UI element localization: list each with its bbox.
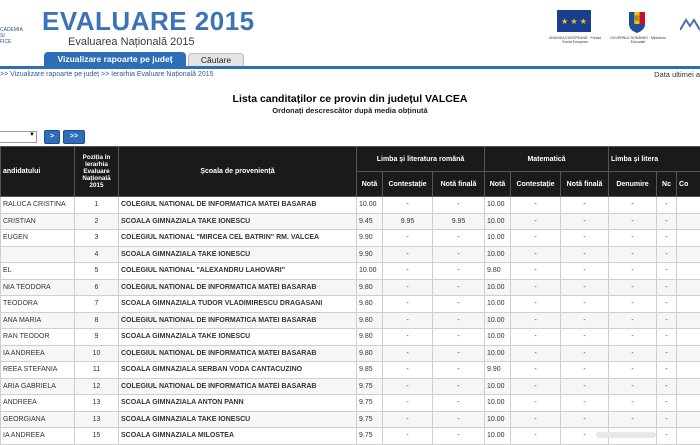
ranking-position: 1 — [75, 197, 119, 214]
candidate-name: GEORGIANA — [1, 411, 75, 428]
academy-logo-text: CADEMIA SI FICE — [0, 27, 23, 45]
page-subtitle: Ordonați descrescător după media obținută — [0, 106, 700, 115]
lm-appeal — [677, 345, 700, 362]
school-name[interactable]: COLEGIUL NATIONAL DE INFORMATICA MATEI BASARAB — [119, 279, 357, 296]
lm-grade: - — [657, 378, 677, 395]
breadcrumb[interactable]: >> Vizualizare rapoarte pe județ >> Ierarhia Evaluare Națională 2015 — [0, 71, 214, 78]
ranking-position: 2 — [75, 213, 119, 230]
horizontal-scrollbar[interactable] — [596, 432, 656, 438]
lm-grade: - — [657, 279, 677, 296]
candidate-name: ANA MARIA — [1, 312, 75, 329]
table-row — [1, 279, 700, 296]
eu-flag-icon: ★ ★ ★ — [557, 10, 591, 32]
lm-grade: - — [657, 362, 677, 379]
lm-appeal — [677, 312, 700, 329]
math-grade: 10.00 — [485, 329, 511, 346]
ro-appeal: - — [383, 345, 433, 362]
ranking-position: 6 — [75, 279, 119, 296]
candidate-name: EL — [1, 263, 75, 280]
math-appeal: - — [511, 312, 561, 329]
ranking-position: 13 — [75, 395, 119, 412]
lm-grade: - — [657, 296, 677, 313]
lm-name: - — [609, 378, 657, 395]
ro-grade: 9.45 — [357, 213, 383, 230]
ranking-position: 8 — [75, 312, 119, 329]
school-name[interactable]: COLEGIUL NATIONAL DE INFORMATICA MATEI BASARAB — [119, 378, 357, 395]
school-name[interactable]: SCOALA GIMNAZIALA TUDOR VLADIMIRESCU DRAGASANI — [119, 296, 357, 313]
ro-final-grade: - — [433, 312, 485, 329]
main-tabs — [0, 52, 700, 66]
ranking-position: 15 — [75, 428, 119, 445]
lm-appeal — [677, 428, 700, 445]
math-appeal: - — [511, 230, 561, 247]
ro-grade: 9.90 — [357, 230, 383, 247]
lm-grade: - — [657, 263, 677, 280]
lm-name: - — [609, 362, 657, 379]
site-subtitle: Evaluarea Națională 2015 — [68, 36, 195, 48]
candidate-name: IA ANDREEA — [1, 428, 75, 445]
last-page-button[interactable]: >> — [63, 130, 85, 144]
ro-grade: 9.80 — [357, 279, 383, 296]
candidate-name: TEODORA — [1, 296, 75, 313]
ro-final-grade: - — [433, 246, 485, 263]
ro-final-grade: - — [433, 263, 485, 280]
col-header-name: andidatului — [1, 147, 75, 197]
math-appeal: - — [511, 197, 561, 214]
col-header-ro-nota-finala: Notă finală — [433, 172, 485, 197]
col-header-ro-nota: Notă — [357, 172, 383, 197]
math-final-grade: - — [561, 329, 609, 346]
math-appeal: - — [511, 279, 561, 296]
ro-final-grade: - — [433, 378, 485, 395]
lm-appeal — [677, 378, 700, 395]
ro-appeal: - — [383, 312, 433, 329]
ro-grade: 9.75 — [357, 395, 383, 412]
page-title: Lista canditaților ce provin din județul VALCEA — [0, 93, 700, 105]
math-final-grade: - — [561, 378, 609, 395]
lm-name: - — [609, 345, 657, 362]
col-header-m-contestatie: Contestație — [511, 172, 561, 197]
col-group-math: Matematică — [485, 147, 609, 172]
ranking-position: 5 — [75, 263, 119, 280]
lm-name: - — [609, 411, 657, 428]
ro-final-grade: - — [433, 345, 485, 362]
lm-name: - — [609, 230, 657, 247]
lm-name: - — [609, 279, 657, 296]
math-final-grade: - — [561, 230, 609, 247]
lm-name: - — [609, 197, 657, 214]
tab-search[interactable]: Căutare — [188, 53, 244, 67]
candidate-name: ANDREEA — [1, 395, 75, 412]
table-row — [1, 312, 700, 329]
ro-appeal: - — [383, 246, 433, 263]
col-header-m-nota-finala: Notă finală — [561, 172, 609, 197]
math-grade: 10.00 — [485, 197, 511, 214]
table-row — [1, 197, 700, 214]
math-grade: 10.00 — [485, 312, 511, 329]
eu-logo-label: UNIUNEA EUROPEANĂ · Fondul Social European — [545, 36, 605, 44]
table-row — [1, 230, 700, 247]
ro-appeal: - — [383, 263, 433, 280]
candidate-name: ARIA GABRIELA — [1, 378, 75, 395]
page-header — [0, 0, 700, 52]
ro-grade: 10.00 — [357, 263, 383, 280]
candidate-name — [1, 246, 75, 263]
ro-final-grade: - — [433, 197, 485, 214]
ro-final-grade: - — [433, 329, 485, 346]
math-final-grade: - — [561, 428, 609, 445]
chevron-down-icon: ▼ — [29, 132, 35, 138]
lm-grade: - — [657, 230, 677, 247]
ro-final-grade: - — [433, 279, 485, 296]
table-row — [1, 378, 700, 395]
ro-grade: 9.80 — [357, 296, 383, 313]
lm-grade: - — [657, 213, 677, 230]
col-group-romanian: Limba și literatura română — [357, 147, 485, 172]
ro-grade: 9.85 — [357, 362, 383, 379]
school-name[interactable]: COLEGIUL NATIONAL "MIRCEA CEL BATRIN" RM. VALCEA — [119, 230, 357, 247]
ro-final-grade: - — [433, 362, 485, 379]
math-appeal: - — [511, 411, 561, 428]
ro-grade: 9.75 — [357, 411, 383, 428]
ro-grade: 9.75 — [357, 428, 383, 445]
math-appeal: - — [511, 329, 561, 346]
math-final-grade: - — [561, 213, 609, 230]
math-final-grade: - — [561, 345, 609, 362]
tab-county-reports[interactable]: Vizualizare rapoarte pe județ — [44, 52, 186, 66]
school-name[interactable]: SCOALA GIMNAZIALA TAKE IONESCU — [119, 411, 357, 428]
math-appeal: - — [511, 263, 561, 280]
candidate-name: RALUCA CRISTINA — [1, 197, 75, 214]
romania-crest-icon — [627, 10, 647, 34]
table-row — [1, 213, 700, 230]
school-name[interactable]: SCOALA GIMNAZIALA SERBAN VODA CANTACUZINO — [119, 362, 357, 379]
lm-name: - — [609, 395, 657, 412]
school-name[interactable]: COLEGIUL NATIONAL DE INFORMATICA MATEI BASARAB — [119, 345, 357, 362]
ranking-position: 7 — [75, 296, 119, 313]
ro-appeal: - — [383, 395, 433, 412]
col-header-school: Școala de proveniență — [119, 147, 357, 197]
ranking-position: 11 — [75, 362, 119, 379]
school-name[interactable]: SCOALA GIMNAZIALA MILOSTEA — [119, 428, 357, 445]
candidate-name: IA ANDREEA — [1, 345, 75, 362]
math-final-grade: - — [561, 279, 609, 296]
school-name[interactable]: COLEGIUL NATIONAL DE INFORMATICA MATEI BASARAB — [119, 312, 357, 329]
table-row — [1, 428, 700, 445]
lm-grade: - — [657, 411, 677, 428]
school-name[interactable]: COLEGIUL NATIONAL "ALEXANDRU LAHOVARI" — [119, 263, 357, 280]
math-grade: 10.00 — [485, 246, 511, 263]
lm-appeal — [677, 213, 700, 230]
candidate-name: NIA TEODORA — [1, 279, 75, 296]
ro-appeal: - — [383, 197, 433, 214]
ro-grade: 9.80 — [357, 345, 383, 362]
math-grade: 10.00 — [485, 279, 511, 296]
gov-logo-label: GUVERNUL ROMÂNIEI · Ministerul Educației — [608, 36, 668, 44]
ro-appeal: - — [383, 296, 433, 313]
col-header-lm-contestatie: Co — [677, 172, 700, 197]
math-grade: 10.00 — [485, 395, 511, 412]
ro-appeal: - — [383, 428, 433, 445]
lm-grade: - — [657, 197, 677, 214]
math-grade: 10.00 — [485, 378, 511, 395]
math-appeal: - — [511, 345, 561, 362]
ranking-position: 10 — [75, 345, 119, 362]
col-header-lm-denumire: Denumire — [609, 172, 657, 197]
table-row — [1, 329, 700, 346]
lm-grade: - — [657, 312, 677, 329]
ro-grade: 10.00 — [357, 197, 383, 214]
ro-grade: 9.80 — [357, 312, 383, 329]
math-grade: 10.00 — [485, 428, 511, 445]
lm-appeal — [677, 362, 700, 379]
lm-name: - — [609, 329, 657, 346]
school-name[interactable]: SCOALA GIMNAZIALA TAKE IONESCU — [119, 246, 357, 263]
col-group-mother-tongue: Limba și litera — [609, 147, 700, 172]
ro-final-grade: - — [433, 411, 485, 428]
ro-final-grade: - — [433, 395, 485, 412]
ro-appeal: 9.95 — [383, 213, 433, 230]
math-appeal: - — [511, 296, 561, 313]
math-grade: 9.80 — [485, 263, 511, 280]
next-page-button[interactable]: > — [44, 130, 60, 144]
site-title: EVALUARE 2015 — [42, 6, 255, 37]
lm-name: - — [609, 213, 657, 230]
lm-appeal — [677, 279, 700, 296]
math-final-grade: - — [561, 411, 609, 428]
lm-appeal — [677, 246, 700, 263]
ro-grade: 9.80 — [357, 329, 383, 346]
ro-appeal: - — [383, 378, 433, 395]
math-grade: 10.00 — [485, 345, 511, 362]
math-final-grade: - — [561, 197, 609, 214]
ro-final-grade: - — [433, 296, 485, 313]
col-header-position: Poziția în Ierarhia Evaluare Națională 2015 — [75, 147, 119, 197]
math-grade: 10.00 — [485, 213, 511, 230]
table-row — [1, 411, 700, 428]
lm-appeal — [677, 395, 700, 412]
math-grade: 10.00 — [485, 230, 511, 247]
math-appeal: - — [511, 395, 561, 412]
candidate-name: EUGEN — [1, 230, 75, 247]
ranking-position: 13 — [75, 411, 119, 428]
lm-name: - — [609, 312, 657, 329]
candidate-name: REEA STEFANIA — [1, 362, 75, 379]
ro-final-grade: 9.95 — [433, 213, 485, 230]
math-grade: 9.90 — [485, 362, 511, 379]
school-name[interactable]: SCOALA GIMNAZIALA TAKE IONESCU — [119, 329, 357, 346]
partner-logo-icon — [680, 18, 700, 32]
math-final-grade: - — [561, 362, 609, 379]
math-final-grade: - — [561, 263, 609, 280]
math-appeal: - — [511, 246, 561, 263]
lm-appeal — [677, 411, 700, 428]
table-row — [1, 345, 700, 362]
math-grade: 10.00 — [485, 411, 511, 428]
math-final-grade: - — [561, 296, 609, 313]
tab-underline — [0, 66, 700, 69]
ro-grade: 9.90 — [357, 246, 383, 263]
last-update-note: Data ultimei a — [654, 70, 700, 79]
ranking-position: 12 — [75, 378, 119, 395]
lm-name: - — [609, 246, 657, 263]
lm-appeal — [677, 296, 700, 313]
ro-appeal: - — [383, 230, 433, 247]
candidate-name: CRISTIAN — [1, 213, 75, 230]
math-appeal: - — [511, 213, 561, 230]
ranking-position: 9 — [75, 329, 119, 346]
school-name[interactable]: COLEGIUL NATIONAL DE INFORMATICA MATEI BASARAB — [119, 197, 357, 214]
table-row — [1, 263, 700, 280]
ranking-position: 3 — [75, 230, 119, 247]
ro-grade: 9.75 — [357, 378, 383, 395]
lm-grade: - — [657, 345, 677, 362]
lm-appeal — [677, 230, 700, 247]
candidate-name: RAN TEODOR — [1, 329, 75, 346]
ranking-position: 4 — [75, 246, 119, 263]
school-name[interactable]: SCOALA GIMNAZIALA TAKE IONESCU — [119, 213, 357, 230]
math-appeal: - — [511, 362, 561, 379]
lm-name: - — [609, 296, 657, 313]
math-final-grade: - — [561, 395, 609, 412]
lm-name: - — [609, 263, 657, 280]
ro-appeal: - — [383, 279, 433, 296]
col-header-m-nota: Notă — [485, 172, 511, 197]
col-header-ro-contestatie: Contestație — [383, 172, 433, 197]
table-row — [1, 246, 700, 263]
ro-appeal: - — [383, 362, 433, 379]
page-select[interactable] — [0, 131, 37, 143]
school-name[interactable]: SCOALA GIMNAZIALA ANTON PANN — [119, 395, 357, 412]
table-row — [1, 296, 700, 313]
lm-grade: - — [657, 329, 677, 346]
math-grade: 10.00 — [485, 296, 511, 313]
lm-appeal — [677, 263, 700, 280]
lm-appeal — [677, 329, 700, 346]
results-table — [0, 146, 700, 445]
lm-appeal — [677, 197, 700, 214]
ro-appeal: - — [383, 329, 433, 346]
table-row — [1, 395, 700, 412]
lm-grade: - — [657, 246, 677, 263]
math-appeal: - — [511, 428, 561, 445]
col-header-lm-nota: Nc — [657, 172, 677, 197]
lm-grade: - — [657, 395, 677, 412]
math-final-grade: - — [561, 246, 609, 263]
lm-grade: - — [657, 428, 677, 445]
ro-final-grade: - — [433, 428, 485, 445]
ro-appeal: - — [383, 411, 433, 428]
ro-final-grade: - — [433, 230, 485, 247]
math-appeal: - — [511, 378, 561, 395]
table-row — [1, 362, 700, 379]
math-final-grade: - — [561, 312, 609, 329]
